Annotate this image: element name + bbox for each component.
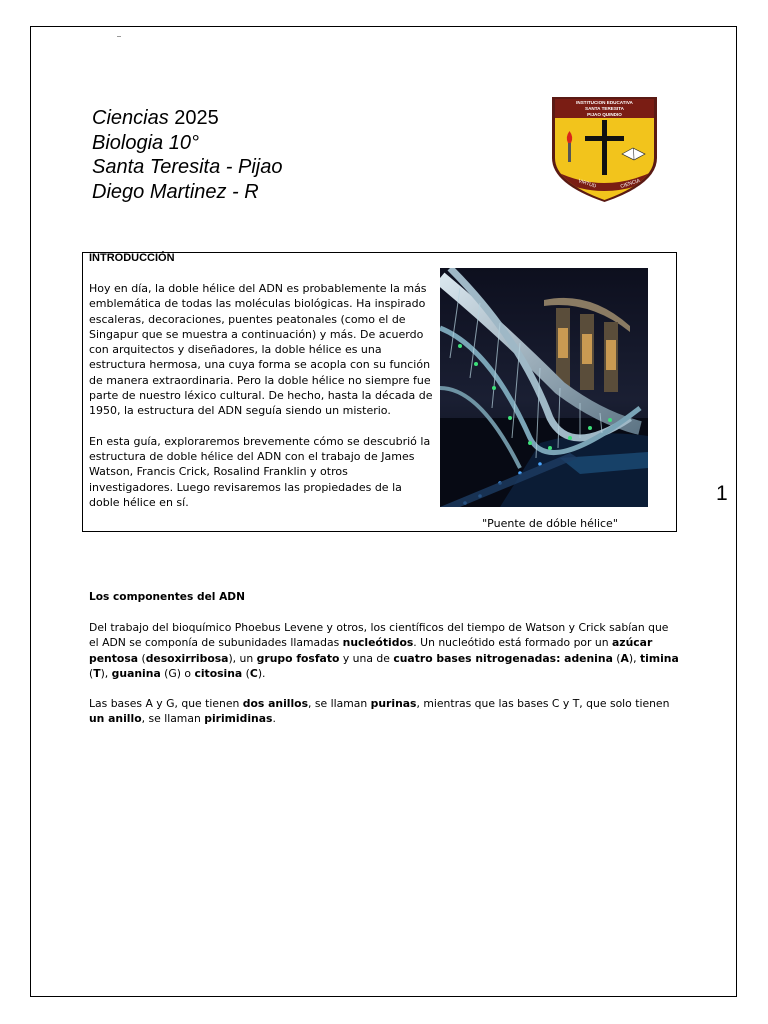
bold-term: citosina <box>194 666 243 680</box>
introduction-paragraph: Hoy en día, la doble hélice del ADN es probablemente la más emblemática de todas las moléculas biológicas. Ha inspirado escaleras, decoraciones, puentes peatonales (como el de Singapur que se muestra a continuación) y más. De acuerdo con arquitectos y diseñadores, la doble hélice es una estructura hermosa, una cuya forma se acopla con su función de manera extraordinaria. Pero la doble hélice no siempre fue parte de nuestro léxico cultural. De hecho, hasta la década de 1950, la estructura del ADN seguía siendo un misterio. <box>89 282 433 418</box>
text-run: ), un <box>228 651 257 665</box>
school-crest-logo <box>551 96 658 202</box>
header-year: 2025 <box>174 107 219 129</box>
document-header <box>92 106 282 204</box>
bold-term: A <box>620 651 629 665</box>
crest-text-1: INSTITUCION EDUCATIVA <box>576 100 633 105</box>
introduction-heading: INTRODUCCIÓN <box>89 252 175 264</box>
helix-bridge-photo <box>440 268 648 507</box>
header-teacher: Diego Martinez - R <box>92 180 259 203</box>
crest-motto-right: CIENCIA <box>619 177 641 190</box>
bold-term: desoxirribosa <box>145 651 229 665</box>
bold-term: pirimidinas <box>204 712 273 726</box>
header-course: Biologia 10° <box>92 131 199 154</box>
section-body <box>89 620 679 742</box>
text-run: ), <box>628 651 640 665</box>
text-run: , se llaman <box>141 712 205 726</box>
text-run: , se llaman <box>308 697 371 711</box>
text-run: ( <box>138 651 146 665</box>
text-run: (G) o <box>160 666 195 680</box>
header-subject-line <box>92 106 282 131</box>
bold-term: dos anillos <box>242 697 309 711</box>
bold-term: guanina <box>111 666 161 680</box>
header-school: Santa Teresita - Pijao <box>92 156 283 178</box>
text-run: ), <box>100 666 112 680</box>
section-paragraph <box>89 696 679 727</box>
text-run: , mientras que las bases C y T, que solo tienen <box>416 697 670 711</box>
bold-term: C <box>249 666 258 680</box>
bold-term: azúcar pentosa <box>89 636 653 665</box>
photo-caption: "Puente de dóble hélice" <box>482 517 618 530</box>
page-number: 1 <box>716 482 728 505</box>
header-subject: Ciencias <box>92 107 169 129</box>
text-run: ). <box>257 666 266 680</box>
section-heading: Los componentes del ADN <box>89 591 245 603</box>
bold-term: timina <box>639 651 679 665</box>
introduction-paragraph: En esta guía, exploraremos brevemente cómo se descubrió la estructura de doble hélice del ADN con el trabajo de James Watson, Francis Crick, Rosalind Franklin y otros investigadores. Luego revisaremos las propiedades de la doble hélice en sí. <box>89 434 431 509</box>
text-run: ( <box>612 651 621 665</box>
text-run: ( <box>89 666 94 680</box>
text-run: Del trabajo del bioquímico Phoebus Levene y otros, los científicos del tiempo de Watson y Crick sabían que el ADN se componía de subunidades llamadas <box>89 621 669 650</box>
section-paragraph <box>89 620 679 681</box>
crest-text-2: SANTA TERESITA <box>585 106 624 111</box>
text-run: y una de <box>339 651 394 665</box>
bold-term: cuatro bases nitrogenadas: adenina <box>393 651 613 665</box>
text-run: . <box>272 712 276 726</box>
introduction-text <box>89 281 434 525</box>
text-run: ( <box>242 666 250 680</box>
crest-motto-left: VIRTUD <box>577 178 597 190</box>
bold-term: un anillo <box>89 712 142 726</box>
text-run: . Un nucleótido está formado por un <box>413 636 613 650</box>
crest-text-3: PIJAO QUINDIO <box>587 112 622 117</box>
bold-term: nucleótidos <box>342 636 414 650</box>
bold-term: purinas <box>370 697 417 711</box>
page-mark <box>117 36 121 37</box>
bold-term: grupo fosfato <box>256 651 340 665</box>
bold-term: T <box>93 666 101 680</box>
text-run: Las bases A y G, que tienen <box>89 697 243 711</box>
